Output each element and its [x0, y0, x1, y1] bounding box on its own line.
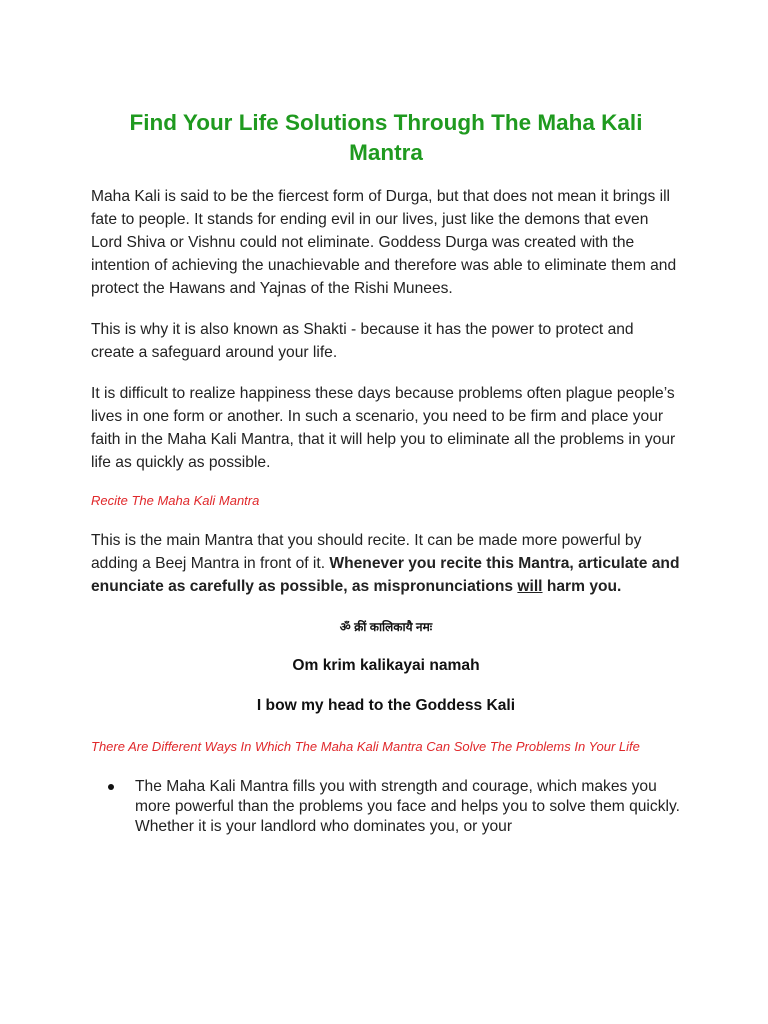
- section-heading-ways: There Are Different Ways In Which The Maha Kali Mantra Can Solve The Problems In Your Life: [91, 739, 640, 754]
- main-mantra-underlined-text: will: [517, 578, 543, 595]
- paragraph-main-mantra: [91, 529, 681, 598]
- list-item-text: The Maha Kali Mantra fills you with strength and courage, which makes you more powerful than the problems you face and helps you to solve them quickly. Whether it is your landlord who dominates you, or your: [135, 778, 680, 835]
- paragraph-shakti: This is why it is also known as Shakti - because it has the power to protect and create a safeguard around your life.: [91, 321, 634, 361]
- mantra-translation: I bow my head to the Goddess Kali: [256, 697, 516, 714]
- list-item: [135, 777, 681, 837]
- paragraph-intro: Maha Kali is said to be the fiercest form of Durga, but that does not mean it brings ill fate to people. It stands for ending evil in our lives, just like the demons that even Lord Shiva or Vishnu could not eliminate. Goddess Durga was created with the intention of achieving the unachievable and therefore was able to eliminate them and protect the Hawans and Yajnas of the Rishi Munees.: [91, 188, 677, 297]
- main-mantra-bold-text: Whenever you recite this Mantra, articulate and enunciate as carefully as possible, as mispronunciations: [91, 555, 680, 595]
- page-title: Find Your Life Solutions Through The Maha Kali Mantra: [129, 110, 643, 165]
- sanskrit-mantra: ॐ क्रीं कालिकायै नमः: [339, 620, 433, 634]
- document-page: [91, 108, 681, 837]
- bullet-icon: [108, 784, 114, 790]
- paragraph-happiness: It is difficult to realize happiness these days because problems often plague people’s lives in one form or another. In such a scenario, you need to be firm and place your faith in the Maha Kali Mantra, that it will help you to eliminate all the problems in your life as quickly as possible.: [91, 385, 676, 471]
- mantra-transliteration: Om krim kalikayai namah: [292, 657, 480, 674]
- section-heading-recite: Recite The Maha Kali Mantra: [91, 493, 260, 508]
- main-mantra-plain-text: This is the main Mantra that you should recite. It can be made more powerful by adding a Beej Mantra in front of it.: [91, 532, 642, 572]
- main-mantra-bold-end-text: harm you.: [542, 578, 622, 595]
- benefits-list: [91, 777, 681, 837]
